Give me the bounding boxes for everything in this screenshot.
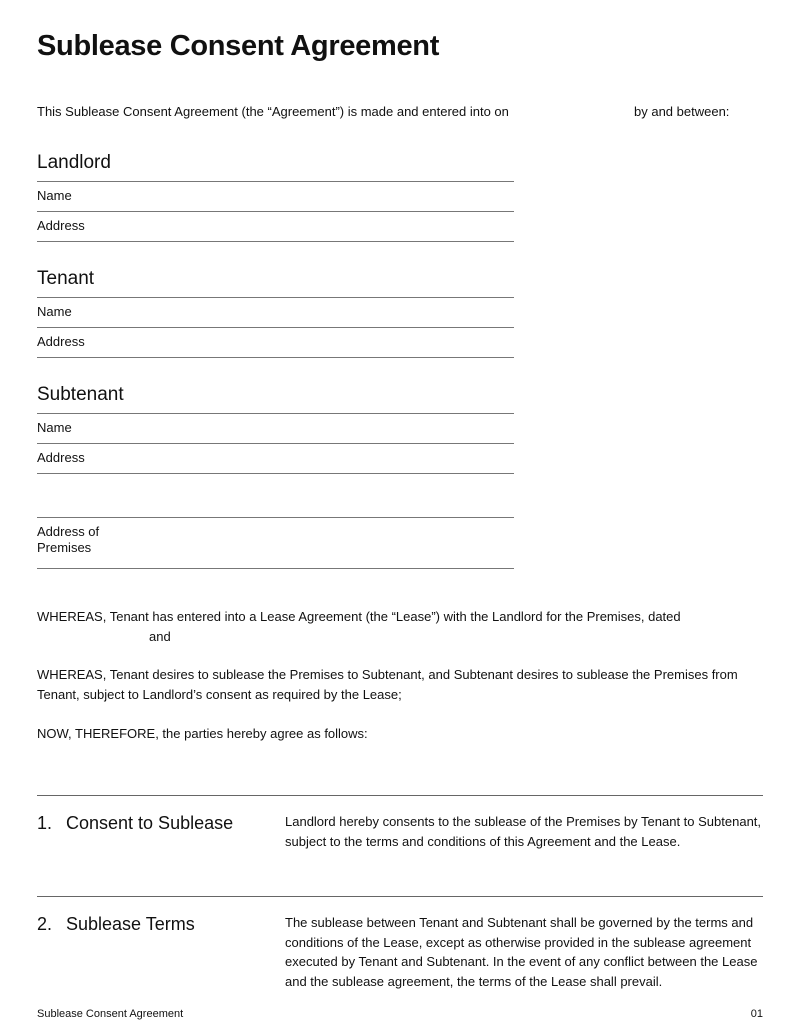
clause-1-heading bbox=[37, 813, 233, 834]
lease-date-field[interactable] bbox=[37, 627, 145, 647]
clause-2-title: Sublease Terms bbox=[66, 914, 195, 934]
landlord-name-label: Name bbox=[37, 188, 72, 203]
divider bbox=[37, 473, 514, 474]
recital-3: NOW, THEREFORE, the parties hereby agree as follows: bbox=[37, 726, 368, 741]
section-divider bbox=[37, 896, 763, 897]
clause-2-number: 2. bbox=[37, 914, 53, 934]
divider bbox=[37, 517, 514, 518]
subtenant-address-label: Address bbox=[37, 450, 85, 465]
recital-1-end: and bbox=[149, 629, 171, 644]
recital-2-line2: Tenant, subject to Landlord’s consent as required by the Lease; bbox=[37, 687, 402, 702]
footer-title: Sublease Consent Agreement bbox=[37, 1008, 184, 1020]
subtenant-name-field[interactable] bbox=[120, 416, 514, 441]
agreement-date-field[interactable] bbox=[522, 100, 627, 122]
divider bbox=[37, 413, 514, 414]
premises-address-field[interactable] bbox=[120, 520, 514, 566]
subtenant-address-field[interactable] bbox=[120, 446, 514, 471]
divider bbox=[37, 357, 514, 358]
intro-text: This Sublease Consent Agreement (the “Agreement”) is made and entered into on bbox=[37, 104, 509, 119]
divider bbox=[37, 181, 514, 182]
page-title: Sublease Consent Agreement bbox=[37, 30, 440, 62]
premises-label-line1: Address of bbox=[37, 524, 100, 539]
recital-1: WHEREAS, Tenant has entered into a Lease Agreement (the “Lease”) with the Landlord for the Premises, dated bbox=[37, 609, 681, 624]
landlord-heading: Landlord bbox=[37, 152, 111, 173]
tenant-name-field[interactable] bbox=[120, 300, 514, 325]
landlord-address-label: Address bbox=[37, 218, 85, 233]
divider bbox=[37, 297, 514, 298]
tenant-heading: Tenant bbox=[37, 268, 95, 289]
landlord-address-field[interactable] bbox=[120, 214, 514, 239]
premises-label-line2: Premises bbox=[37, 540, 92, 555]
divider bbox=[37, 327, 514, 328]
section-divider bbox=[37, 795, 763, 796]
page-number: 01 bbox=[750, 1008, 763, 1020]
clause-2-text: The sublease between Tenant and Subtenant shall be governed by the terms and conditions of the Lease, except as otherwise provided in the sublease agreement executed by Tenant and Subtenant. In the event of any conflict between the Lease and the sublease agreement, the terms of the Lease shall prevail. bbox=[285, 915, 758, 990]
divider bbox=[37, 568, 514, 569]
divider bbox=[37, 443, 514, 444]
clause-2-heading bbox=[37, 914, 195, 935]
tenant-address-field[interactable] bbox=[120, 330, 514, 355]
tenant-name-label: Name bbox=[37, 304, 72, 319]
tenant-address-label: Address bbox=[37, 334, 85, 349]
subtenant-heading: Subtenant bbox=[37, 384, 124, 405]
subtenant-name-label: Name bbox=[37, 420, 72, 435]
clause-1-text: Landlord hereby consents to the sublease of the Premises by Tenant to Subtenant, subject to the terms and conditions of this Agreement and the Lease. bbox=[285, 814, 762, 849]
landlord-name-field[interactable] bbox=[120, 184, 514, 209]
clause-1-number: 1. bbox=[37, 813, 53, 833]
divider bbox=[37, 211, 514, 212]
divider bbox=[37, 241, 514, 242]
clause-1-title: Consent to Sublease bbox=[66, 813, 234, 833]
intro-text-end: by and between: bbox=[634, 104, 730, 119]
recital-2-line1: WHEREAS, Tenant desires to sublease the Premises to Subtenant, and Subtenant desires to sublease the Premises from bbox=[37, 667, 738, 682]
